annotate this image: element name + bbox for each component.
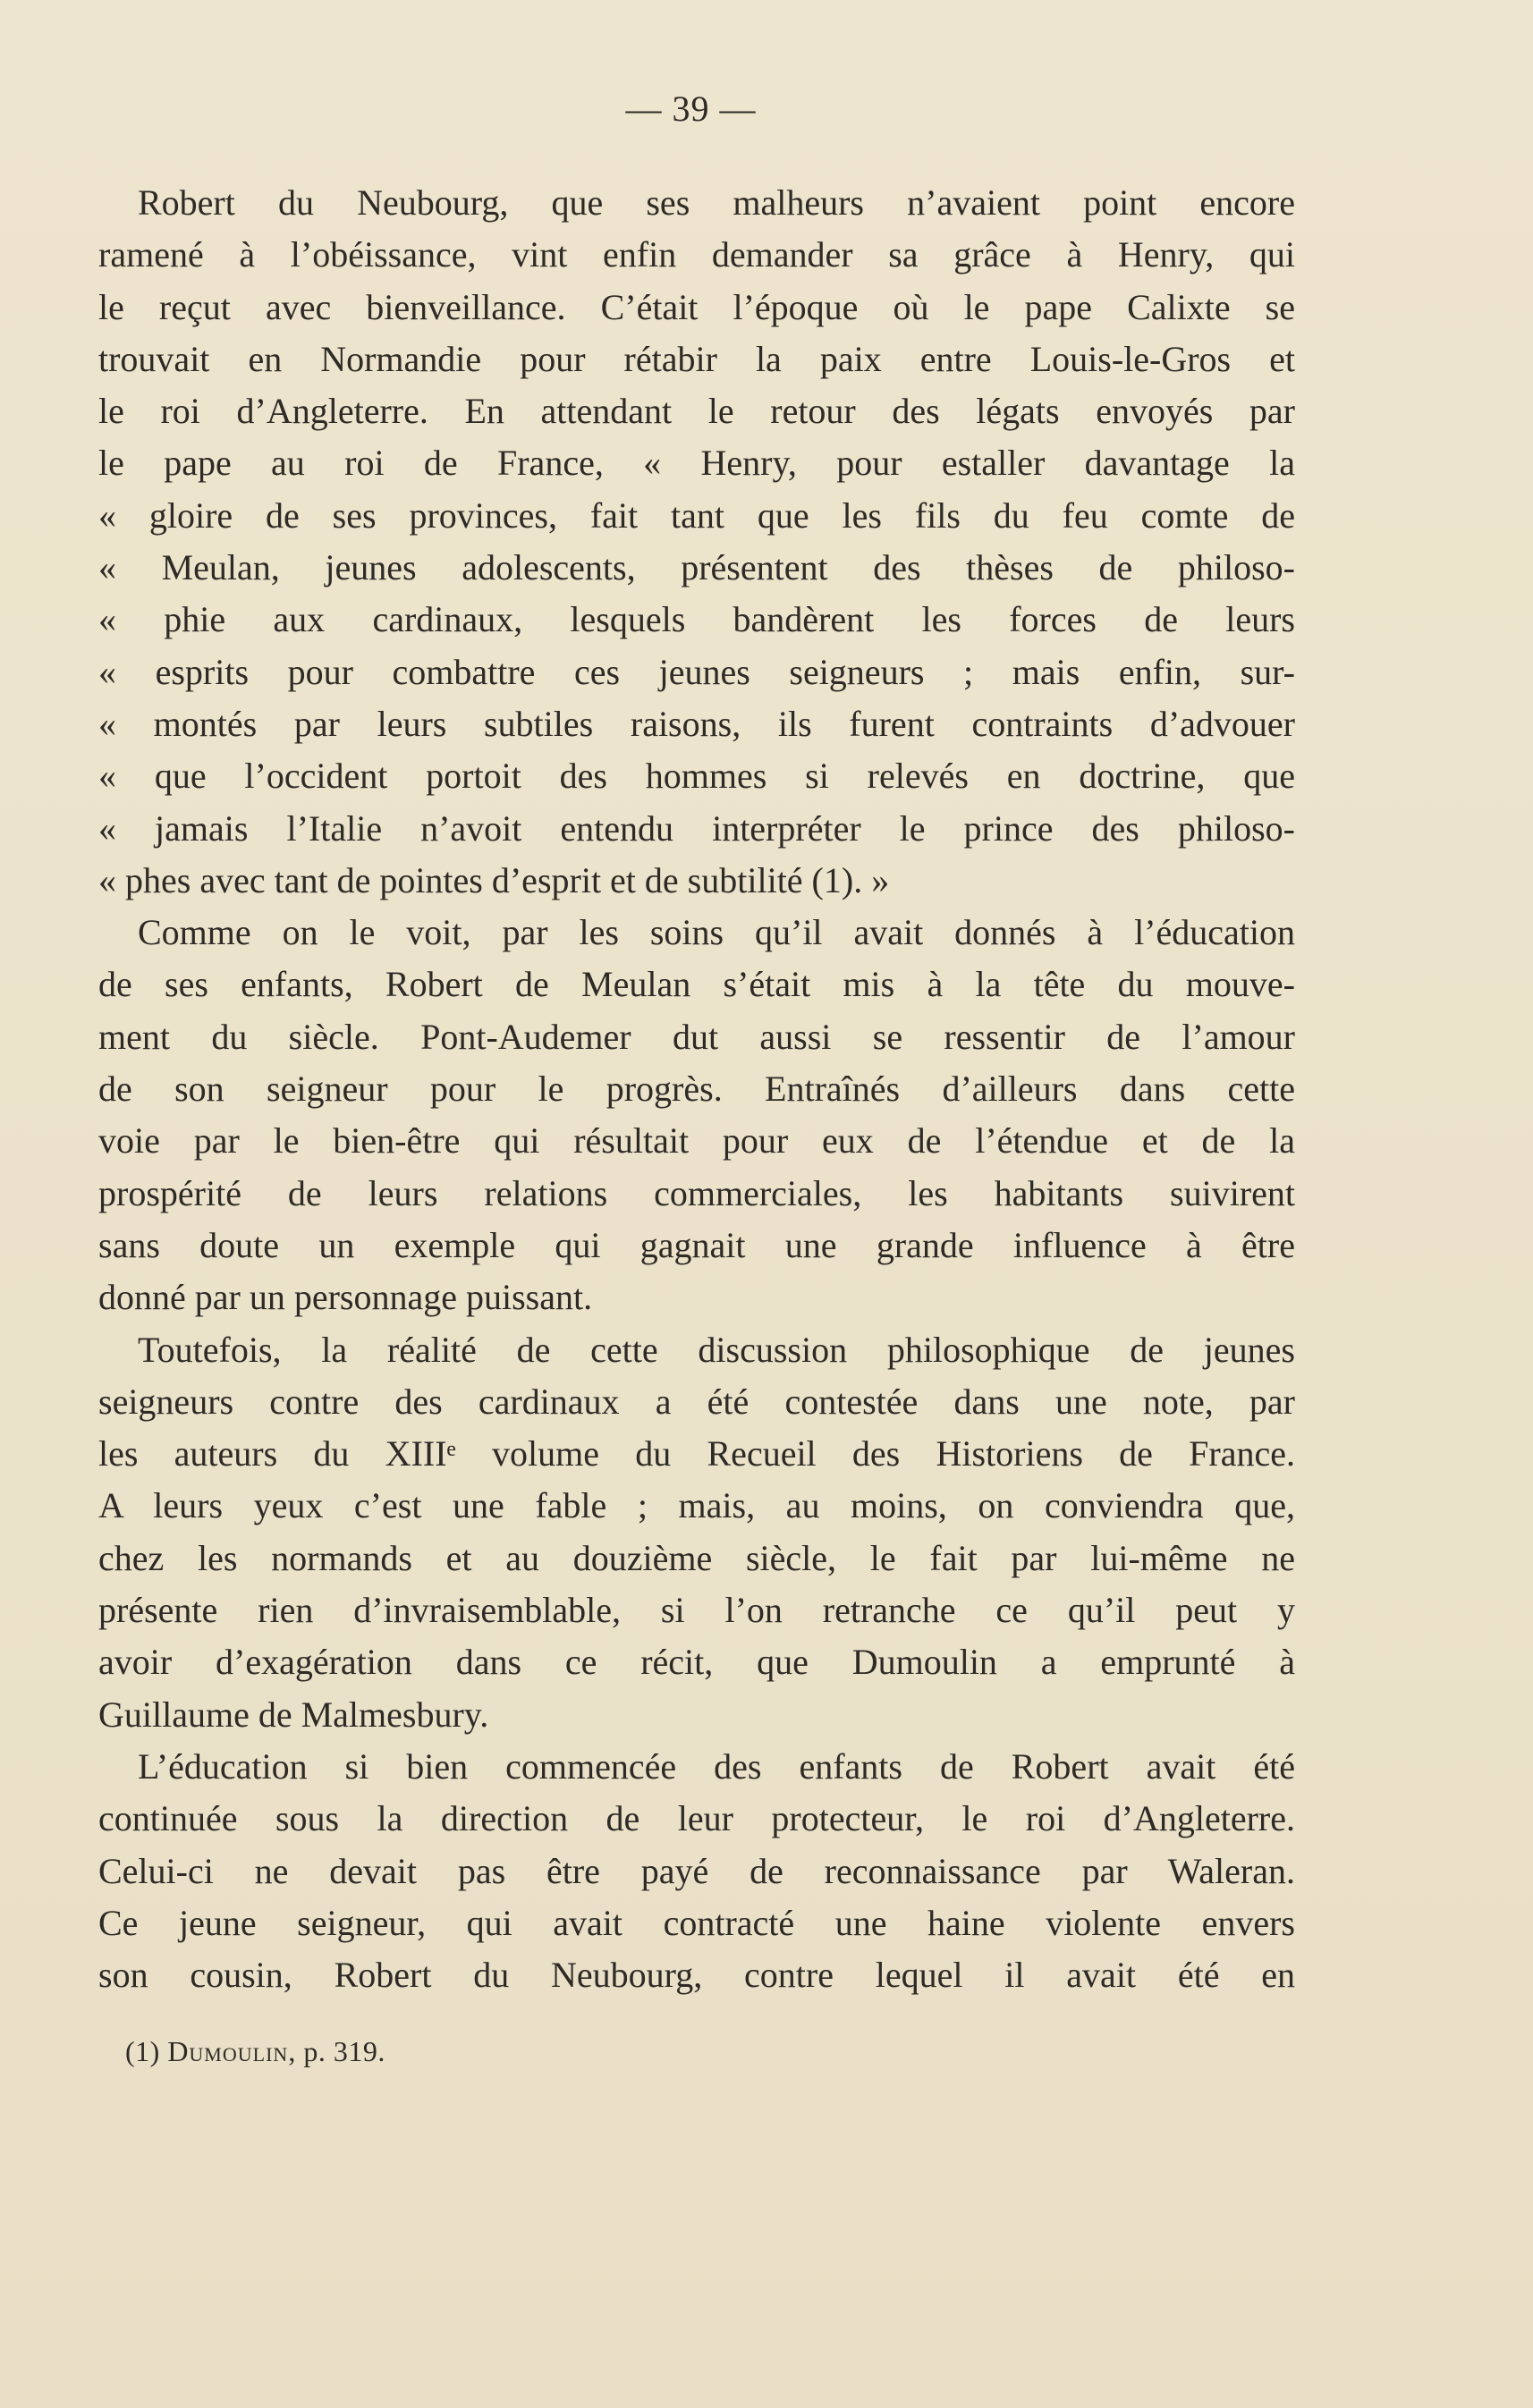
- text-line: Robert du Neubourg, que ses malheurs n’avaient point encore: [138, 182, 1295, 223]
- text-line: Celui-ci ne devait pas être payé de reconnaissance par Waleran.: [98, 1850, 1295, 1891]
- text-line: Guillaume de Malmesbury.: [98, 1694, 489, 1735]
- text-line: continuée sous la direction de leur protecteur, le roi d’Angleterre.: [98, 1798, 1295, 1839]
- body-text: [98, 177, 1295, 2001]
- text-line: « Meulan, jeunes adolescents, présentent des thèses de philoso-: [98, 547, 1295, 588]
- footnote-author: Dumoulin: [167, 2035, 289, 2067]
- text-line: Comme on le voit, par les soins qu’il avait donnés à l’éducation: [138, 912, 1295, 953]
- footnote: [125, 2035, 385, 2068]
- text-line: L’éducation si bien commencée des enfants de Robert avait été: [138, 1745, 1295, 1787]
- footnote-reference: , p. 319.: [288, 2035, 385, 2067]
- text-line: de son seigneur pour le progrès. Entraînés d’ailleurs dans cette: [98, 1069, 1295, 1110]
- text-line: de ses enfants, Robert de Meulan s’était mis à la tête du mouve-: [98, 964, 1295, 1005]
- text-line: « gloire de ses provinces, fait tant que les fils du feu comte de: [98, 494, 1295, 536]
- text-line: « montés par leurs subtiles raisons, ils furent contraints d’advouer: [98, 703, 1295, 744]
- text-line: prospérité de leurs relations commerciales, les habitants suivirent: [98, 1172, 1295, 1213]
- text-line: chez les normands et au douzième siècle, le fait par lui-même ne: [98, 1537, 1295, 1578]
- footnote-marker: (1): [125, 2035, 160, 2067]
- text-line: trouvait en Normandie pour rétabir la paix entre Louis-le-Gros et: [98, 338, 1295, 379]
- text-line: son cousin, Robert du Neubourg, contre lequel il avait été en: [98, 1955, 1295, 1996]
- text-line: le pape au roi de France, « Henry, pour estaller davantage la: [98, 443, 1295, 484]
- text-line: « esprits pour combattre ces jeunes seigneurs ; mais enfin, sur-: [98, 651, 1295, 692]
- text-line: voie par le bien-être qui résultait pour eux de l’étendue et de la: [98, 1120, 1295, 1162]
- text-line: ment du siècle. Pont-Audemer dut aussi se ressentir de l’amour: [98, 1016, 1295, 1057]
- page-number: — 39 —: [625, 89, 757, 129]
- text-line: le reçut avec bienveillance. C’était l’époque où le pape Calixte se: [98, 286, 1295, 327]
- text-line: Ce jeune seigneur, qui avait contracté une haine violente envers: [98, 1902, 1295, 1943]
- text-line: ramené à l’obéissance, vint enfin demander sa grâce à Henry, qui: [98, 234, 1295, 275]
- text-line: présente rien d’invraisemblable, si l’on retranche ce qu’il peut y: [98, 1590, 1295, 1631]
- text-line: Toutefois, la réalité de cette discussion philosophique de jeunes: [138, 1329, 1295, 1370]
- text-line: avoir d’exagération dans ce récit, que Dumoulin a emprunté à: [98, 1642, 1295, 1683]
- text-line: seigneurs contre des cardinaux a été contestée dans une note, par: [98, 1381, 1295, 1422]
- text-line: sans doute un exemple qui gagnait une grande influence à être: [98, 1224, 1295, 1265]
- text-line: les auteurs du XIIIᵉ volume du Recueil des Historiens de France.: [98, 1433, 1295, 1474]
- text-line: « phie aux cardinaux, lesquels bandèrent les forces de leurs: [98, 599, 1295, 640]
- text-line: « phes avec tant de pointes d’esprit et de subtilité (1). »: [98, 859, 890, 900]
- text-line: A leurs yeux c’est une fable ; mais, au moins, on conviendra que,: [98, 1485, 1295, 1526]
- text-line: « que l’occident portoit des hommes si relevés en doctrine, que: [98, 756, 1295, 797]
- text-line: « jamais l’Italie n’avoit entendu interpréter le prince des philoso-: [98, 807, 1295, 849]
- text-line: donné par un personnage puissant.: [98, 1277, 593, 1318]
- text-line: le roi d’Angleterre. En attendant le retour des légats envoyés par: [98, 391, 1295, 432]
